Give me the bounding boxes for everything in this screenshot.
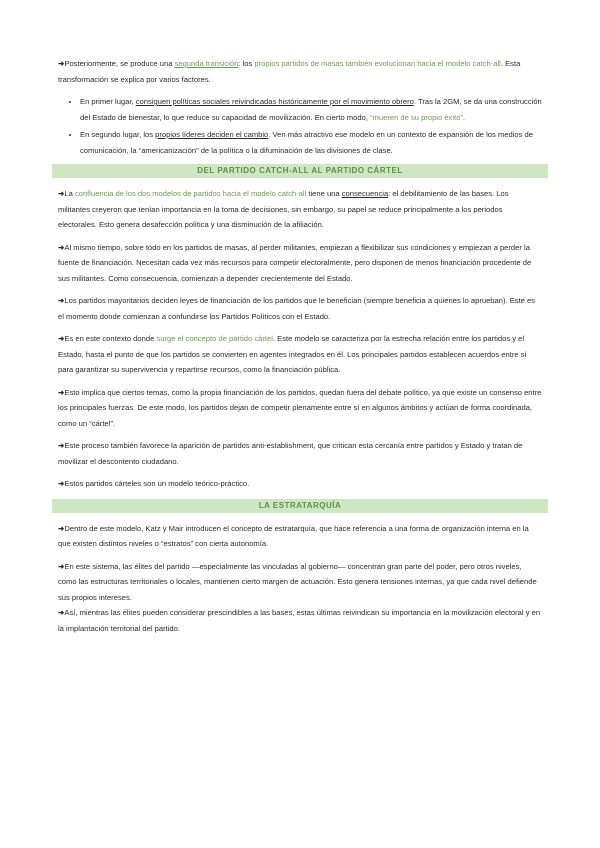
intro-paragraph: ➜Posteriormente, se produce una segunda transición: los propios partidos de masas también evolucionan hacia el modelo catch-all. Esta transformación se explica por varios factores. [58, 59, 521, 84]
paragraph: ➜Los partidos mayoritarios deciden leyes de financiación de los partidos que le benefician (siempre beneficia a quienes lo aprueban). Este es el momento donde comienzan a confundirse los Partidos Políticos con el Estado. [58, 296, 536, 321]
list-item: • En primer lugar, consiguen políticas sociales reivindicadas históricamente por el movimiento obrero. Tras la 2GM, se da una construcción del Estado de bienestar, lo que reduce su capacidad de movilización. En cierto modo, “mueren de su propio éxito”. [80, 94, 542, 125]
section-heading: DEL PARTIDO CATCH-ALL AL PARTIDO CÁRTEL [52, 164, 548, 178]
paragraph: ➜La confluencia de los dos modelos de partidos hacia el modelo catch-all tiene una consecuencia: el debilitamiento de las bases. Los militantes creyeron que tenían importancia en la toma de decisiones, sin embargo, su papel se reduce principalmente a los periodos electorales. Esto genera desafección política y una disminución de la afiliación. [58, 189, 509, 229]
factors-list [58, 94, 542, 158]
highlight-text: “mueren de su propio éxito” [370, 112, 463, 122]
paragraph: ➜Dentro de este modelo, Katz y Mair introducen el concepto de estratarquía, que hace referencia a una forma de organización interna en la que existen distintos niveles o “estratos” con cierta autonomía. [58, 523, 529, 548]
arrow-icon: ➜ [58, 561, 65, 571]
paragraph: ➜En este sistema, las élites del partido —especialmente las vinculadas al gobierno— concentran gran parte del poder, pero otros niveles, como las estructuras territoriales o locales, mantienen cierto margen de actuación. Esto genera tensiones internas, ya que cada nivel defiende sus propios intereses. [58, 561, 537, 602]
arrow-icon: ➜ [58, 479, 65, 488]
arrow-icon: ➜ [58, 189, 65, 198]
arrow-icon: ➜ [58, 387, 65, 397]
arrow-icon: ➜ [58, 334, 65, 343]
underlined-text: consiguen políticas sociales reivindicadas históricamente por el movimiento obrero [135, 97, 414, 106]
underlined-text: propios líderes deciden el cambio [155, 130, 269, 139]
underlined-text: consecuencia [341, 189, 389, 198]
arrow-icon: ➜ [58, 608, 65, 617]
list-item: • En segundo lugar, los propios líderes deciden el cambio. Ven más atractivo ese modelo en un contexto de expansión de los medios de comunicación, la “americanización” de la política o la difuminación de las divisiones de clase. [80, 127, 542, 158]
highlight-term: segunda transición [174, 59, 239, 68]
paragraph: ➜Esto implica que ciertos temas, como la propia financiación de los partidos, quedan fuera del debate político, ya que existe un consenso entre los principales fuerzas. De este modo, los partidos dejan de competir plenamente entre sí en algunos ámbitos y actúan de forma coordinada, como un “cártel”. [58, 387, 542, 428]
highlight-text: surge el concepto de partido cártel [156, 334, 273, 343]
arrow-icon: ➜ [58, 523, 65, 533]
section-heading: LA ESTRATARQUÍA [52, 499, 548, 513]
paragraph: ➜Estos partidos cárteles son un modelo teórico-práctico. [58, 479, 250, 488]
paragraph: ➜Así, mientras las élites pueden considerar prescindibles a las bases, estas últimas reivindican su importancia en la movilización electoral y en la implantación territorial del partido. [58, 608, 541, 633]
paragraph: ➜Este proceso también favorece la aparición de partidos anti-establishment, que critican esta cercanía entre partidos y Estado y tratan de movilizar el descontento ciudadano. [58, 441, 523, 466]
arrow-icon: ➜ [58, 59, 65, 68]
arrow-icon: ➜ [58, 296, 65, 305]
highlight-text: confluencia de los dos modelos de partidos hacia el modelo catch-all [74, 189, 307, 198]
paragraph: ➜Es en este contexto donde surge el concepto de partido cártel. Este modelo se caracteriza por la estrecha relación entre los partidos y el Estado, hasta el punto de que los partidos se convierten en agentes integrados en él. Los principales partidos establecen acuerdos entre sí para garantizar su supervivencia y repartirse recursos, como la financiación pública. [58, 334, 527, 374]
highlight-text: propios partidos de masas también evolucionan hacia el modelo catch-all [254, 59, 501, 68]
arrow-icon: ➜ [58, 441, 65, 450]
arrow-icon: ➜ [58, 242, 65, 252]
paragraph: ➜Al mismo tiempo, sobre todo en los partidos de masas, al perder militantes, empiezan a flexibilizar sus condiciones y empiezan a perder la fuente de financiación. Necesitan cada vez más recursos para competir electoralmente, pero disponen de menos financiación procedente de sus militantes. Como consecuencia, comienzan a depender crecientemente del Estado. [58, 242, 532, 283]
